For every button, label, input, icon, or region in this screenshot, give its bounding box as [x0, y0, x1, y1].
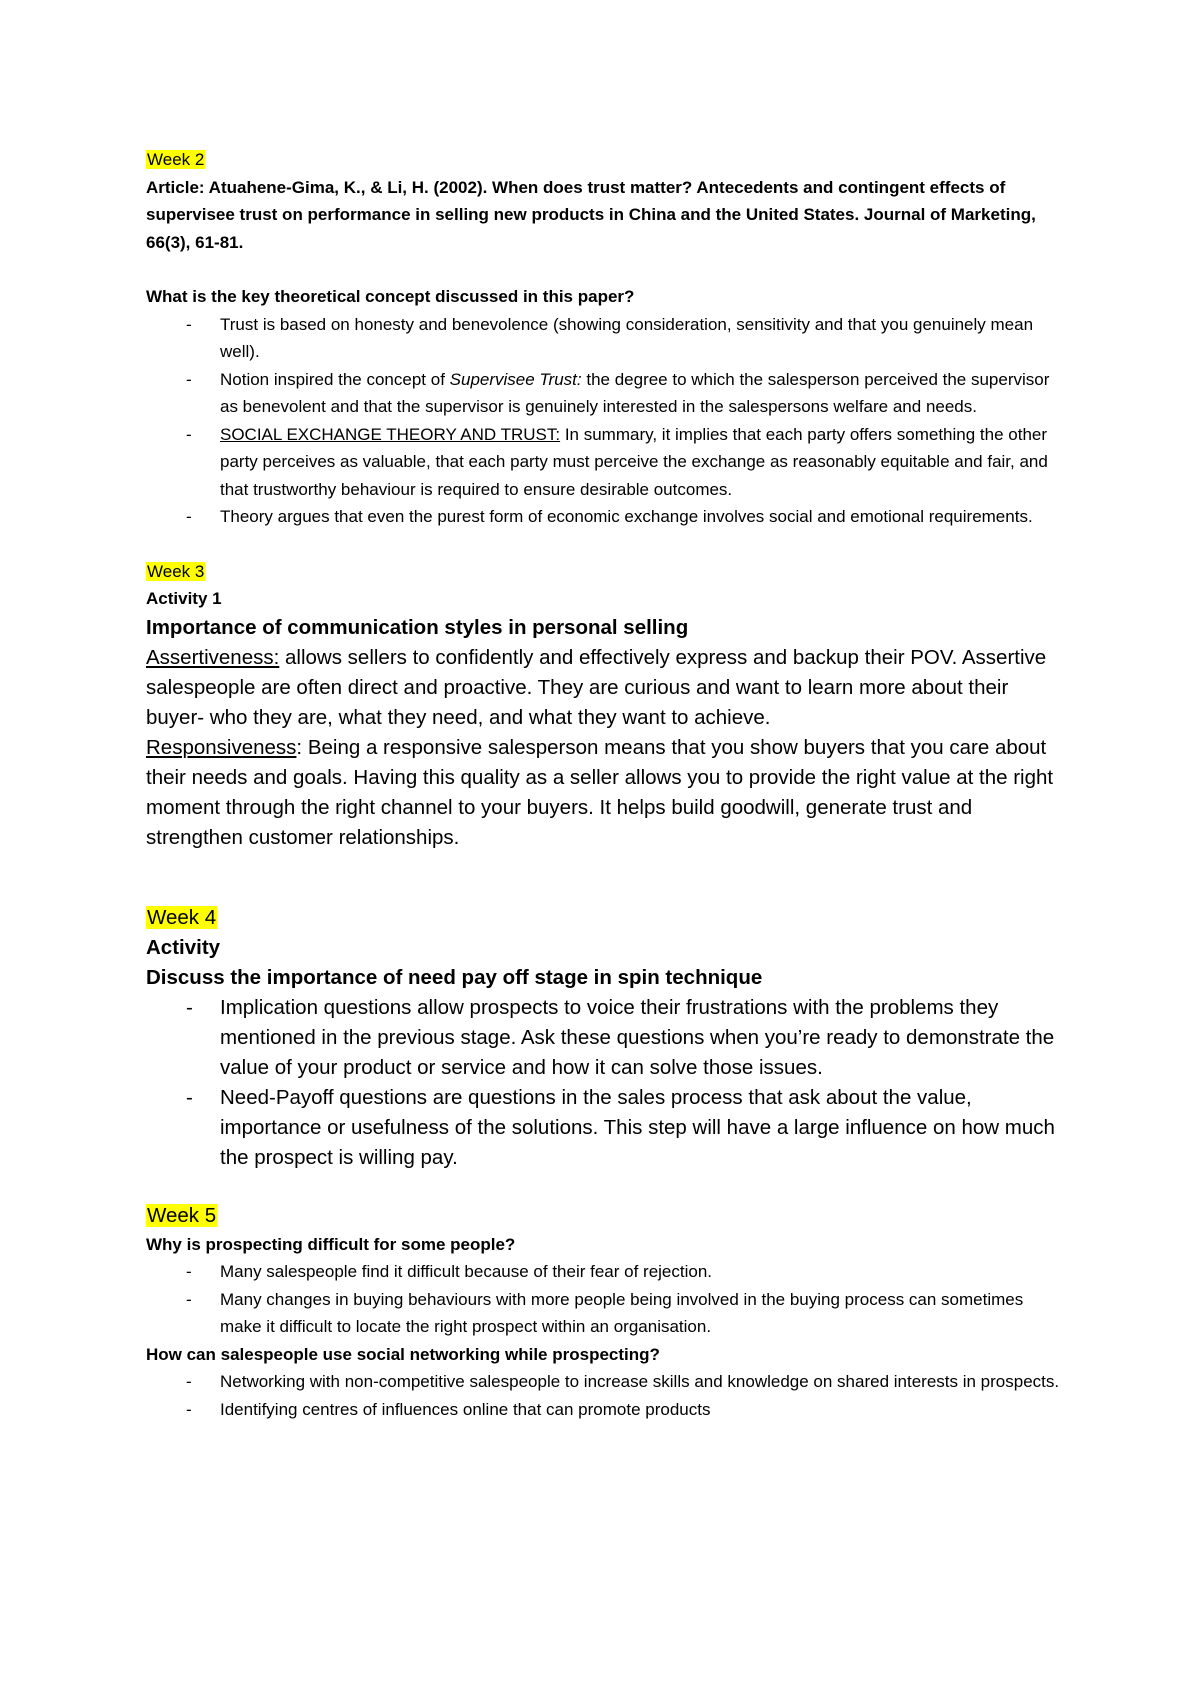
week-5-question-2: How can salespeople use social networking while prospecting? [146, 1344, 660, 1364]
list-item-text: Need-Payoff questions are questions in the sales process that ask about the value, importance or usefulness of the solutions. This step will have a large influence on how much the prospect is willing pay. [220, 1085, 1055, 1169]
spacer [146, 531, 1066, 558]
list-item [146, 1396, 1066, 1424]
week-4-section [146, 903, 1066, 1173]
list-item-text: Identifying centres of influences online that can promote products [220, 1399, 711, 1419]
dash-marker: - [186, 1399, 192, 1419]
assertiveness-term: Assertiveness: [146, 645, 280, 669]
week-2-heading [146, 146, 1066, 174]
dash-marker: - [186, 1372, 192, 1391]
list-item [146, 421, 1066, 504]
week-5-section [146, 1201, 1066, 1424]
week-2-section [146, 146, 1066, 531]
week-3-section [146, 558, 1066, 853]
week-5-heading [146, 1201, 1066, 1231]
week-4-activity-label: Activity [146, 935, 221, 959]
list-item [146, 1083, 1066, 1173]
social-exchange-theory-term: SOCIAL EXCHANGE THEORY AND TRUST: [220, 424, 561, 444]
assertiveness-paragraph [146, 643, 1066, 733]
dash-marker: - [186, 1289, 192, 1309]
week-4-heading [146, 903, 1066, 933]
list-item [146, 993, 1066, 1083]
article-citation: Article: Atuahene-Gima, K., & Li, H. (2002). When does trust matter? Antecedents and contingent effects of supervisee trust on performance in selling new products in China and the United States. Journal of Marketing, 66(3), 61-81. [146, 177, 1036, 252]
week-2-heading-text: Week 2 [147, 150, 205, 169]
supervisee-trust-term: Supervisee Trust: [449, 369, 582, 389]
week-3-title: Importance of communication styles in personal selling [146, 615, 689, 639]
list-item-text: In summary, it implies that each party offers something the other party perceives as valuable, that each party must perceive the exchange as reasonably equitable and fair, and that trustworthy behaviour is required to ensure desirable outcomes. [220, 424, 1048, 499]
responsiveness-paragraph [146, 733, 1066, 853]
week-3-heading [146, 558, 1066, 586]
week-4-bullet-list [146, 993, 1066, 1173]
dash-marker: - [186, 314, 192, 334]
dash-marker: - [186, 1262, 192, 1281]
assertiveness-text: allows sellers to confidently and effectively express and backup their POV. Assertive salespeople are often direct and proactive. They are curious and want to learn more about their buyer- who they are, what they need, and what they want to achieve. [146, 645, 1047, 729]
dash-marker: - [186, 424, 192, 444]
dash-marker: - [186, 1085, 193, 1109]
list-item-text: Many changes in buying behaviours with more people being involved in the buying process can sometimes make it difficult to locate the right prospect within an organisation. [220, 1289, 1024, 1336]
week-5-bullet-list-2 [146, 1368, 1066, 1423]
responsiveness-text: : Being a responsive salesperson means that you show buyers that you care about their needs and goals. Having this quality as a seller allows you to provide the right value at the right moment through the right channel to your buyers. It helps build goodwill, generate trust and strengthen customer relationships. [146, 735, 1054, 849]
week-5-question-1: Why is prospecting difficult for some people? [146, 1234, 516, 1254]
spacer [146, 256, 1066, 283]
list-item-text: Trust is based on honesty and benevolence (showing consideration, sensitivity and that you genuinely mean well). [220, 314, 1034, 361]
spacer [146, 1173, 1066, 1201]
dash-marker: - [186, 995, 193, 1019]
dash-marker: - [186, 369, 192, 389]
dash-marker: - [186, 507, 192, 526]
list-item-text: Many salespeople find it difficult because of their fear of rejection. [220, 1262, 713, 1281]
list-item-text: Theory argues that even the purest form of economic exchange involves social and emotional requirements. [220, 507, 1033, 526]
list-item [146, 1286, 1066, 1341]
list-item [146, 503, 1066, 531]
week-4-heading-text: Week 4 [147, 905, 217, 929]
week-3-activity-label: Activity 1 [146, 589, 222, 608]
week-2-bullet-list [146, 311, 1066, 531]
list-item-text: Implication questions allow prospects to voice their frustrations with the problems they mentioned in the previous stage. Ask these questions when you’re ready to demonstrate the value of your product or service and how it can solve those issues. [220, 995, 1055, 1079]
list-item-text: the degree to which the salesperson perceived the supervisor as benevolent and that the supervisor is genuinely interested in the salespersons welfare and needs. [220, 369, 1050, 416]
week-3-heading-text: Week 3 [147, 561, 205, 581]
document-page [146, 146, 1066, 1423]
list-item [146, 1258, 1066, 1286]
list-item-text: Notion inspired the concept of [220, 369, 450, 389]
list-item [146, 311, 1066, 366]
responsiveness-term: Responsiveness [146, 735, 297, 759]
week-4-title: Discuss the importance of need pay off stage in spin technique [146, 965, 763, 989]
list-item-text: Networking with non-competitive salespeople to increase skills and knowledge on shared interests in prospects. [220, 1372, 1060, 1391]
list-item [146, 1368, 1066, 1396]
spacer [146, 853, 1066, 903]
week-5-bullet-list-1 [146, 1258, 1066, 1341]
week-5-heading-text: Week 5 [147, 1203, 217, 1227]
week-2-question: What is the key theoretical concept discussed in this paper? [146, 287, 635, 306]
list-item [146, 366, 1066, 421]
